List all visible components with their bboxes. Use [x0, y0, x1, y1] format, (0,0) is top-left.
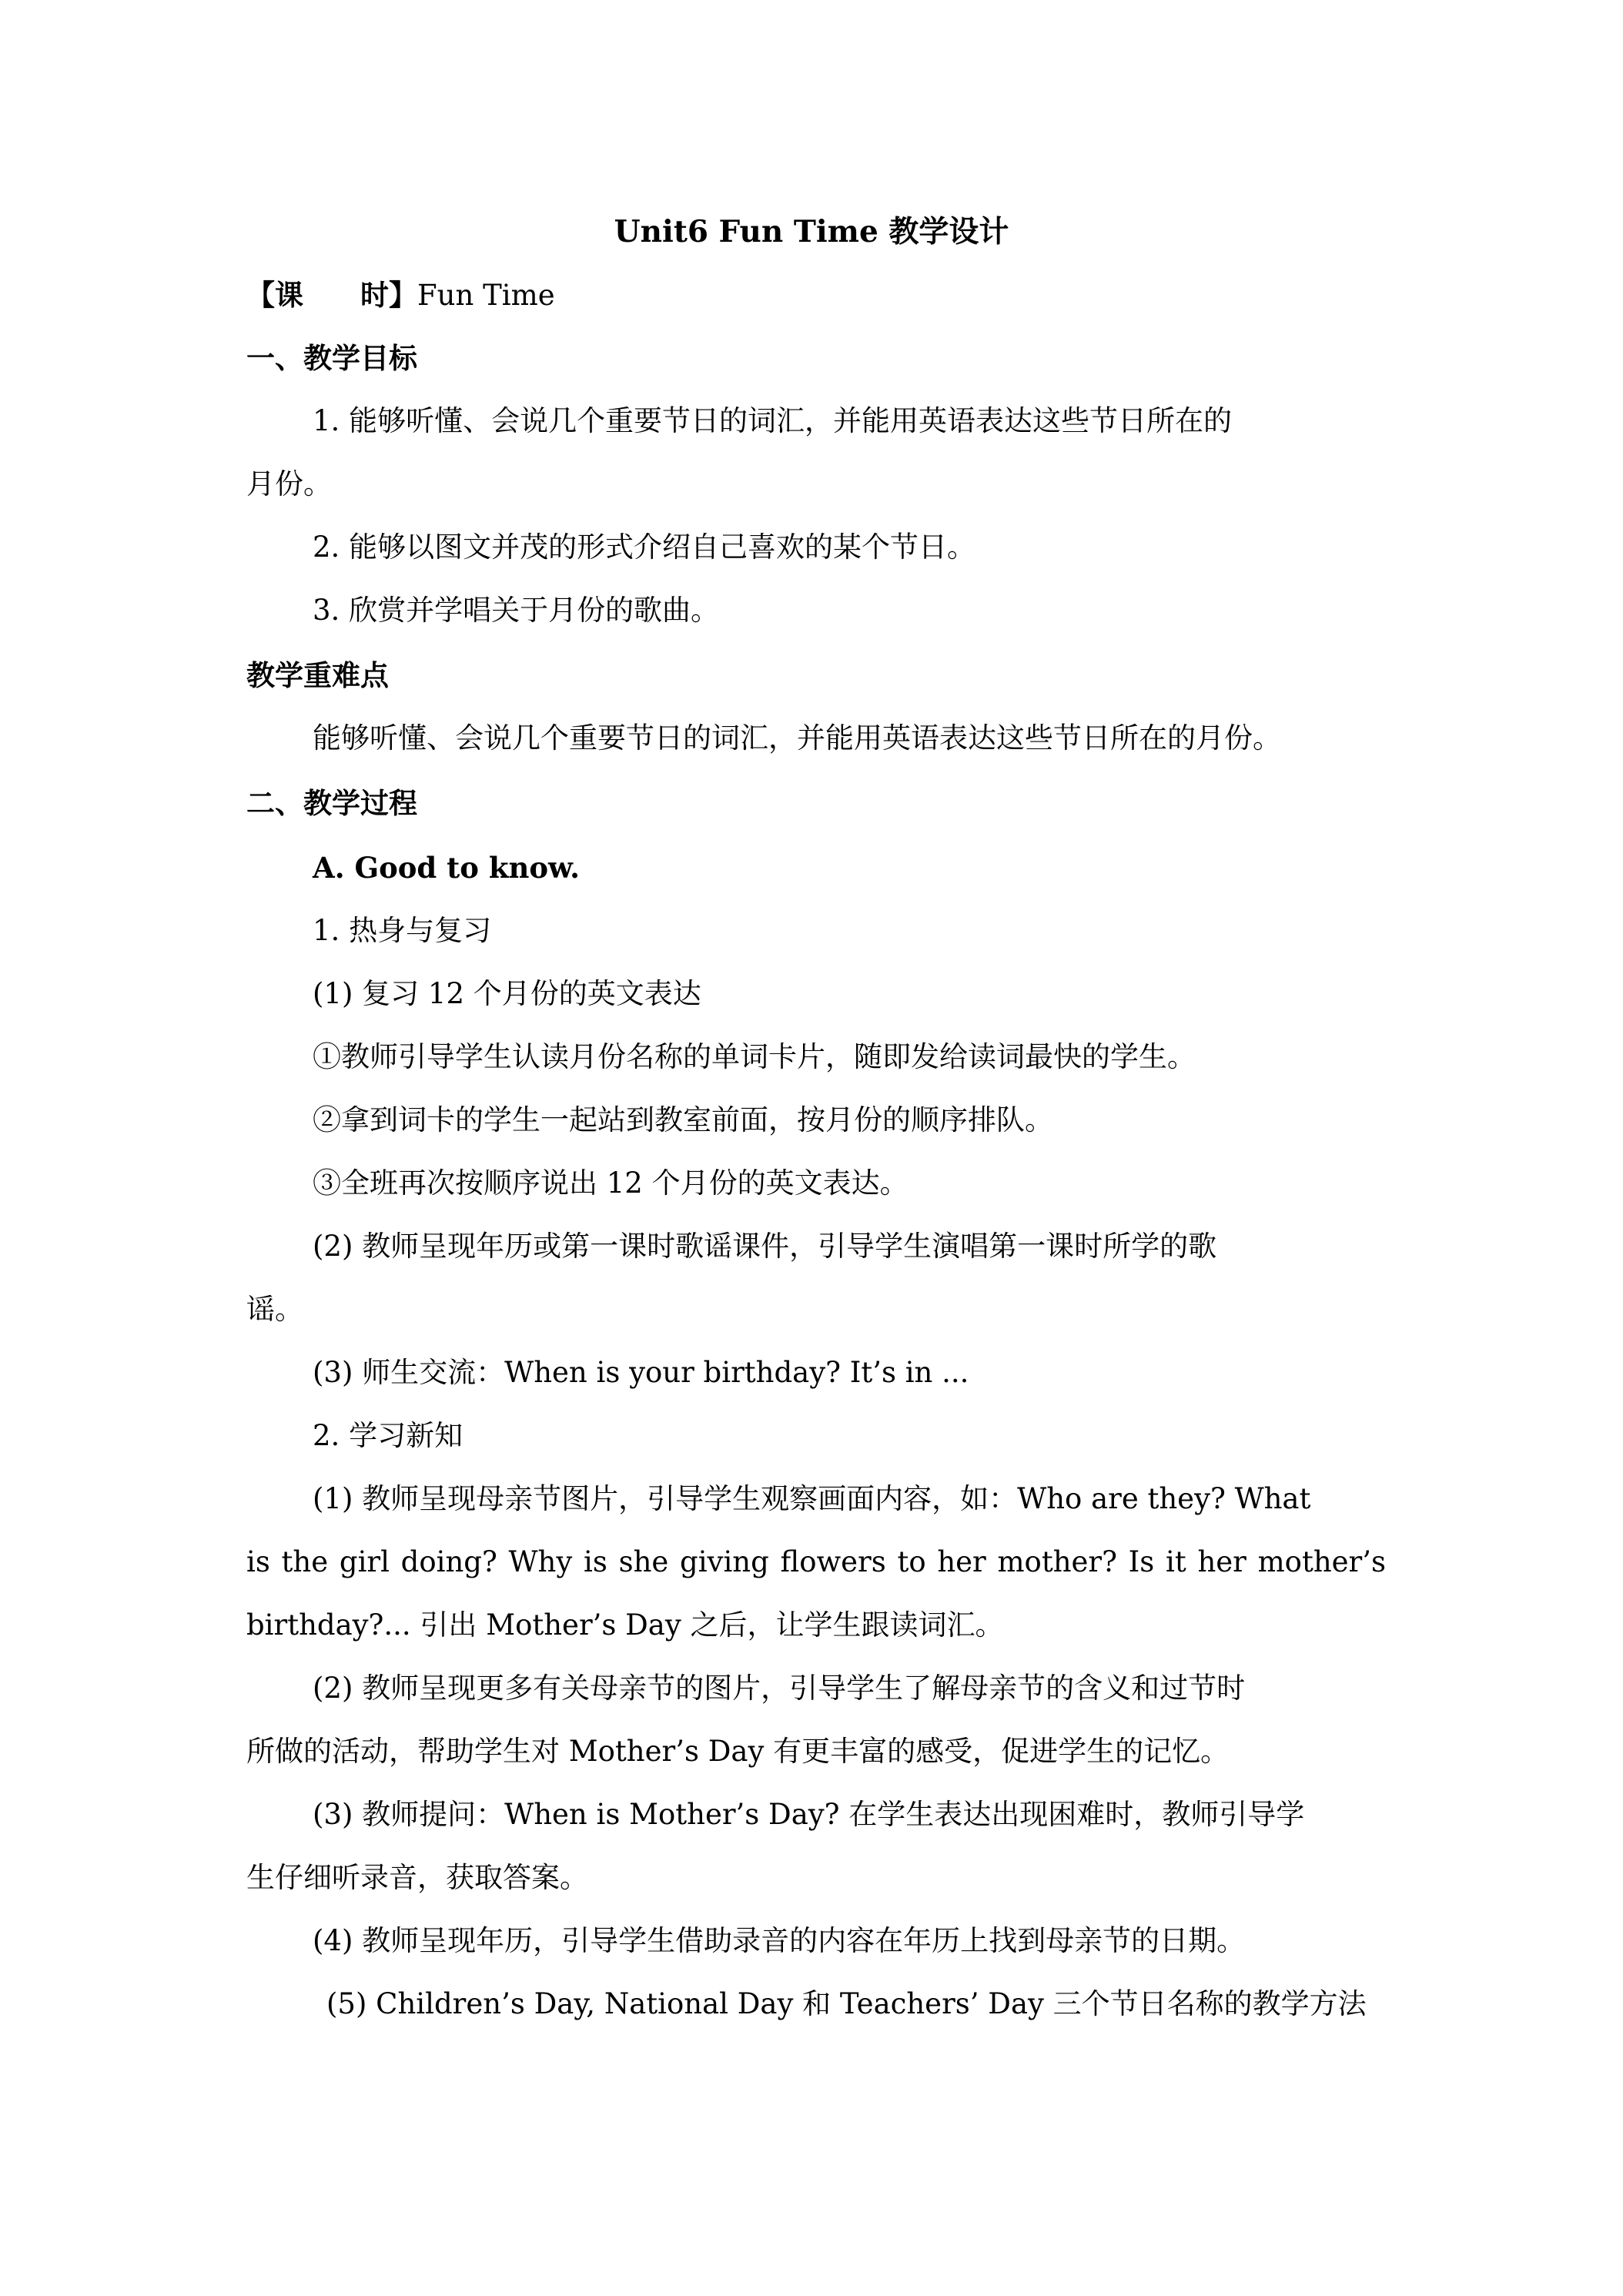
section-heading-process: 二、教学过程 [246, 786, 417, 820]
step-1-sub-3: ③全班再次按顺序说出 12 个月份的英文表达。 [313, 1166, 909, 1200]
step-2-item-1-line-2: is the girl doing? Why is she giving flowers to her mother? Is it her mother’s [246, 1545, 1386, 1578]
step-2-item-5: (5) Children’s Day, National Day 和 Teachers’ Day 三个节日名称的教学方法 [326, 1987, 1367, 2020]
lesson-label: 【课 时】 [246, 278, 417, 312]
step-1-sub-2: ②拿到词卡的学生一起站到教室前面，按月份的顺序排队。 [313, 1103, 1053, 1136]
keypoints-heading: 教学重难点 [246, 658, 389, 692]
step-1-heading: 1. 热身与复习 [313, 914, 492, 947]
objective-2: 2. 能够以图文并茂的形式介绍自己喜欢的某个节日。 [313, 530, 976, 564]
document-title: Unit6 Fun Time 教学设计 [614, 214, 1009, 249]
step-1-item-3: (3) 师生交流：When is your birthday? It’s in ... [313, 1356, 969, 1389]
step-1-item-2-line-1: (2) 教师呈现年历或第一课时歌谣课件，引导学生演唱第一课时所学的歌 [313, 1230, 1217, 1263]
step-2-item-2-line-1: (2) 教师呈现更多有关母亲节的图片，引导学生了解母亲节的含义和过节时 [313, 1672, 1246, 1705]
step-2-item-1-line-3: birthday?... 引出 Mother’s Day 之后，让学生跟读词汇。 [246, 1608, 1004, 1642]
step-2-item-2-line-2: 所做的活动，帮助学生对 Mother’s Day 有更丰富的感受，促进学生的记忆。 [246, 1735, 1230, 1768]
step-2-heading: 2. 学习新知 [313, 1419, 463, 1452]
objective-3: 3. 欣赏并学唱关于月份的歌曲。 [313, 594, 720, 627]
step-1-item-1: (1) 复习 12 个月份的英文表达 [313, 977, 701, 1010]
objective-1-line-2: 月份。 [246, 467, 332, 500]
lesson-value: Fun Time [417, 279, 555, 312]
step-2-item-1-line-1: (1) 教师呈现母亲节图片，引导学生观察画面内容，如：Who are they? What [313, 1482, 1311, 1515]
step-2-item-3-line-1: (3) 教师提问：When is Mother’s Day? 在学生表达出现困难时，教师引导学 [313, 1798, 1305, 1831]
lesson-line [246, 276, 555, 315]
step-1-item-2-line-2: 谣。 [246, 1293, 303, 1326]
step-1-sub-1: ①教师引导学生认读月份名称的单词卡片，随即发给读词最快的学生。 [313, 1040, 1196, 1073]
step-2-item-4: (4) 教师呈现年历，引导学生借助录音的内容在年历上找到母亲节的日期。 [313, 1924, 1246, 1957]
step-2-item-3-line-2: 生仔细听录音，获取答案。 [246, 1861, 588, 1894]
keypoints-text: 能够听懂、会说几个重要节日的词汇，并能用英语表达这些节日所在的月份。 [313, 721, 1281, 755]
section-heading-objectives: 一、教学目标 [246, 341, 417, 375]
part-a-heading: A. Good to know. [313, 851, 581, 885]
objective-1-line-1: 1. 能够听懂、会说几个重要节日的词汇，并能用英语表达这些节日所在的 [313, 404, 1233, 437]
